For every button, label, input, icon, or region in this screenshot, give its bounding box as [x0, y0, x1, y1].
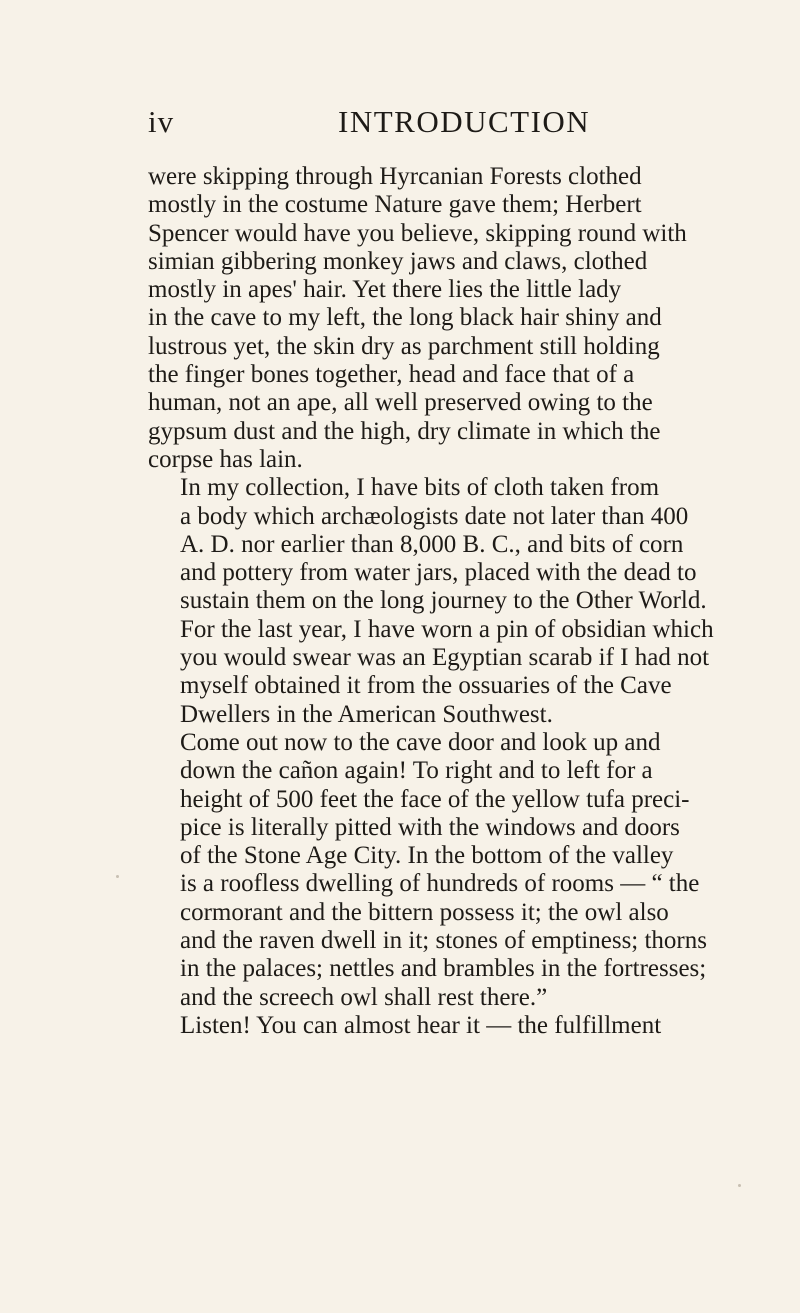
text-line: and pottery from water jars, placed with the dead to: [180, 559, 697, 587]
text-line: and the raven dwell in it; stones of emptiness; thorns: [180, 927, 707, 955]
text-line: Dwellers in the American Southwest.: [180, 700, 553, 728]
text-line: is a roofless dwelling of hundreds of rooms — “ the: [180, 870, 700, 898]
text-line: in the cave to my left, the long black hair shiny and: [148, 304, 662, 332]
text-line: were skipping through Hyrcanian Forests clothed: [148, 163, 642, 190]
text-line: in the palaces; nettles and brambles in the fortresses;: [180, 955, 707, 983]
paper-speck: [738, 1184, 741, 1187]
paragraph-2: [148, 474, 714, 729]
text-line: and the screech owl shall rest there.”: [180, 983, 548, 1011]
body-text: [148, 163, 714, 1040]
running-head: INTRODUCTION: [338, 104, 591, 139]
text-line: Listen! You can almost hear it — the fulfillment: [180, 1011, 662, 1039]
page-number: iv: [148, 104, 175, 139]
text-line: you would swear was an Egyptian scarab if I had not: [180, 644, 710, 672]
paper-speck: [116, 875, 119, 878]
text-line: human, not an ape, all well preserved owing to the: [148, 389, 653, 417]
text-line: gypsum dust and the high, dry climate in which the: [148, 417, 661, 445]
page-header: [148, 104, 688, 148]
text-line: cormorant and the bittern possess it; the owl also: [180, 898, 669, 926]
text-line: height of 500 feet the face of the yellow tufa preci-: [180, 785, 690, 813]
text-line: A. D. nor earlier than 8,000 B. C., and bits of corn: [180, 530, 684, 558]
paragraph-4: [148, 1012, 688, 1040]
text-line: of the Stone Age City. In the bottom of the valley: [180, 842, 674, 870]
paragraph-3: [148, 728, 707, 1012]
text-line: corpse has lain.: [148, 445, 303, 473]
text-line: down the cañon again! To right and to left for a: [180, 757, 653, 785]
text-line: mostly in apes' hair. Yet there lies the little lady: [148, 276, 622, 304]
paragraph-1: [148, 163, 688, 474]
text-line: For the last year, I have worn a pin of obsidian which: [180, 615, 714, 643]
text-line: a body which archæologists date not later than 400: [180, 502, 689, 530]
text-line: pice is literally pitted with the windows and doors: [180, 813, 680, 841]
text-line: Come out now to the cave door and look up and: [180, 728, 661, 756]
text-line: sustain them on the long journey to the Other World.: [180, 587, 707, 615]
text-line: mostly in the costume Nature gave them; Herbert: [148, 191, 642, 219]
text-line: lustrous yet, the skin dry as parchment still holding: [148, 332, 660, 360]
text-line: the finger bones together, head and face that of a: [148, 361, 635, 389]
text-line: Spencer would have you believe, skipping round with: [148, 219, 687, 247]
text-line: simian gibbering monkey jaws and claws, clothed: [148, 247, 648, 275]
text-line: In my collection, I have bits of cloth taken from: [180, 474, 660, 502]
text-line: myself obtained it from the ossuaries of the Cave: [180, 672, 672, 700]
